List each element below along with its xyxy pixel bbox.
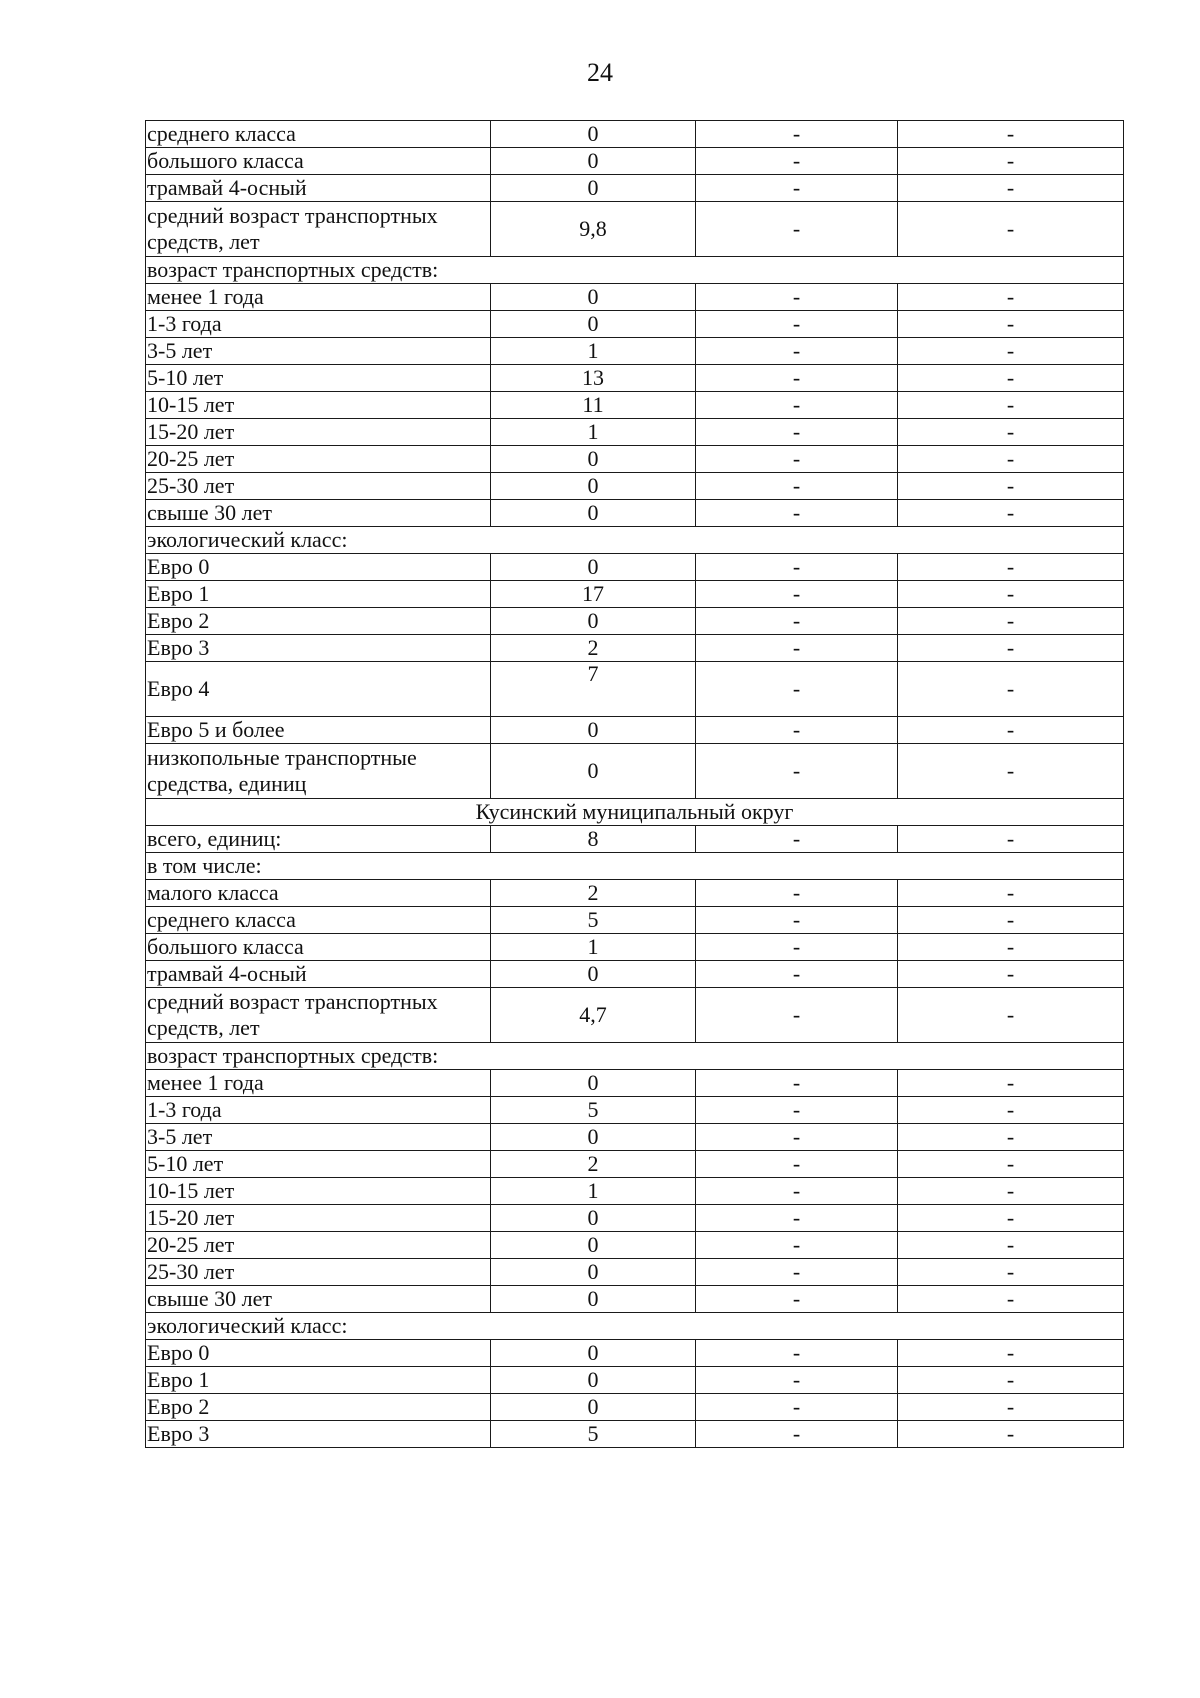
row-label: 25-30 лет [146,1259,491,1286]
row-label: 20-25 лет [146,446,491,473]
row-label: средний возраст транспортных средств, лет [146,202,491,257]
row-col4: - [898,419,1124,446]
row-label: среднего класса [146,907,491,934]
row-label: большого класса [146,148,491,175]
row-value: 4,7 [491,988,696,1043]
row-value: 0 [491,311,696,338]
row-value: 0 [491,744,696,799]
table-row [146,1151,1124,1178]
group-label: в том числе: [146,853,1124,880]
row-col3: - [696,880,898,907]
row-value: 0 [491,284,696,311]
row-col3: - [696,826,898,853]
row-value: 1 [491,338,696,365]
table-row [146,907,1124,934]
row-col3: - [696,1421,898,1448]
row-label: трамвай 4-осный [146,961,491,988]
row-col4: - [898,744,1124,799]
row-label: 3-5 лет [146,1124,491,1151]
table-row [146,1259,1124,1286]
row-col3: - [696,717,898,744]
row-value: 1 [491,934,696,961]
row-label: всего, единиц: [146,826,491,853]
row-col4: - [898,175,1124,202]
group-label-row [146,1043,1124,1070]
row-col4: - [898,1205,1124,1232]
row-label: Евро 4 [146,662,491,717]
row-col3: - [696,1367,898,1394]
row-label: Евро 5 и более [146,717,491,744]
row-col3: - [696,1124,898,1151]
table-row [146,608,1124,635]
row-col3: - [696,1205,898,1232]
row-col4: - [898,1097,1124,1124]
row-value: 0 [491,1367,696,1394]
row-col3: - [696,1394,898,1421]
row-value: 0 [491,1205,696,1232]
row-col4: - [898,121,1124,148]
table-row [146,311,1124,338]
row-col4: - [898,365,1124,392]
table-row [146,175,1124,202]
row-col4: - [898,1421,1124,1448]
row-col3: - [696,1232,898,1259]
row-label: 15-20 лет [146,1205,491,1232]
row-col3: - [696,311,898,338]
table-row [146,1367,1124,1394]
row-col3: - [696,446,898,473]
table-row [146,1286,1124,1313]
row-value: 5 [491,907,696,934]
row-value: 1 [491,419,696,446]
row-col4: - [898,446,1124,473]
row-value: 11 [491,392,696,419]
group-label: экологический класс: [146,527,1124,554]
row-value: 5 [491,1097,696,1124]
row-value: 0 [491,961,696,988]
row-col3: - [696,988,898,1043]
row-col3: - [696,148,898,175]
row-value: 0 [491,148,696,175]
row-col4: - [898,635,1124,662]
row-label: 15-20 лет [146,419,491,446]
table-row [146,392,1124,419]
row-col4: - [898,1367,1124,1394]
table-row [146,1070,1124,1097]
table-row [146,338,1124,365]
row-value: 0 [491,175,696,202]
row-value: 0 [491,1070,696,1097]
row-col3: - [696,1340,898,1367]
row-col3: - [696,1070,898,1097]
row-col4: - [898,581,1124,608]
row-col3: - [696,554,898,581]
row-label: менее 1 года [146,284,491,311]
row-col4: - [898,717,1124,744]
row-col3: - [696,608,898,635]
row-label: Евро 0 [146,554,491,581]
row-col4: - [898,202,1124,257]
table-row [146,121,1124,148]
row-label: среднего класса [146,121,491,148]
group-label-row [146,257,1124,284]
row-value: 0 [491,1232,696,1259]
row-col3: - [696,419,898,446]
table-row [146,284,1124,311]
row-col4: - [898,907,1124,934]
row-value: 0 [491,1286,696,1313]
section-title: Кусинский муниципальный округ [146,799,1124,826]
row-label: 5-10 лет [146,1151,491,1178]
row-col4: - [898,1124,1124,1151]
table-row [146,473,1124,500]
table-row [146,148,1124,175]
row-col3: - [696,1178,898,1205]
row-col4: - [898,662,1124,717]
row-col4: - [898,1340,1124,1367]
page-number: 24 [587,58,613,87]
table-row [146,1232,1124,1259]
row-col3: - [696,1286,898,1313]
table-row [146,419,1124,446]
row-col4: - [898,988,1124,1043]
group-label-row [146,853,1124,880]
row-value: 0 [491,1124,696,1151]
row-value: 13 [491,365,696,392]
table-row [146,1124,1124,1151]
table-row [146,1205,1124,1232]
table-row [146,934,1124,961]
statistics-table [145,120,1124,1448]
row-value: 0 [491,121,696,148]
row-label: 20-25 лет [146,1232,491,1259]
table-row [146,880,1124,907]
row-col4: - [898,961,1124,988]
row-label: 25-30 лет [146,473,491,500]
table-row [146,554,1124,581]
table-row [146,1394,1124,1421]
table-row [146,744,1124,799]
row-col4: - [898,338,1124,365]
row-col3: - [696,907,898,934]
row-value: 1 [491,1178,696,1205]
row-label: Евро 0 [146,1340,491,1367]
row-col4: - [898,1070,1124,1097]
table-row [146,662,1124,717]
row-label: Евро 2 [146,608,491,635]
table-row [146,717,1124,744]
row-col3: - [696,500,898,527]
row-value: 2 [491,880,696,907]
row-col4: - [898,473,1124,500]
row-value: 7 [491,662,696,717]
row-label: низкопольные транспортные средства, единиц [146,744,491,799]
row-col3: - [696,1151,898,1178]
row-label: большого класса [146,934,491,961]
row-value: 0 [491,446,696,473]
row-label: Евро 3 [146,1421,491,1448]
row-label: 3-5 лет [146,338,491,365]
row-value: 8 [491,826,696,853]
row-col4: - [898,1259,1124,1286]
row-value: 0 [491,1259,696,1286]
row-col3: - [696,175,898,202]
row-col3: - [696,1097,898,1124]
row-col3: - [696,934,898,961]
row-col3: - [696,581,898,608]
row-col4: - [898,934,1124,961]
row-col4: - [898,826,1124,853]
group-label-row [146,1313,1124,1340]
row-label: малого класса [146,880,491,907]
table-row [146,1340,1124,1367]
row-value: 9,8 [491,202,696,257]
group-label: экологический класс: [146,1313,1124,1340]
row-col4: - [898,1151,1124,1178]
row-col3: - [696,744,898,799]
row-col3: - [696,338,898,365]
row-col3: - [696,635,898,662]
row-value: 5 [491,1421,696,1448]
row-value: 2 [491,1151,696,1178]
row-label: трамвай 4-осный [146,175,491,202]
row-col3: - [696,121,898,148]
row-label: 1-3 года [146,311,491,338]
table-row [146,1097,1124,1124]
group-label: возраст транспортных средств: [146,1043,1124,1070]
group-label: возраст транспортных средств: [146,257,1124,284]
row-label: свыше 30 лет [146,1286,491,1313]
row-label: 10-15 лет [146,1178,491,1205]
table-row [146,1421,1124,1448]
table-row [146,635,1124,662]
row-col4: - [898,500,1124,527]
table-row [146,826,1124,853]
table-row [146,365,1124,392]
row-col4: - [898,1232,1124,1259]
row-value: 0 [491,473,696,500]
row-col3: - [696,1259,898,1286]
row-label: менее 1 года [146,1070,491,1097]
row-value: 0 [491,554,696,581]
row-col4: - [898,880,1124,907]
row-value: 0 [491,608,696,635]
row-value: 0 [491,717,696,744]
row-value: 2 [491,635,696,662]
row-label: свыше 30 лет [146,500,491,527]
row-col4: - [898,284,1124,311]
row-col3: - [696,202,898,257]
table-row [146,581,1124,608]
row-value: 0 [491,500,696,527]
row-col4: - [898,554,1124,581]
table-row [146,988,1124,1043]
row-label: Евро 1 [146,1367,491,1394]
row-label: Евро 1 [146,581,491,608]
table-body [146,121,1124,1448]
row-col3: - [696,662,898,717]
row-col3: - [696,473,898,500]
row-col3: - [696,365,898,392]
row-col4: - [898,392,1124,419]
table-row [146,500,1124,527]
row-col4: - [898,311,1124,338]
row-label: Евро 2 [146,1394,491,1421]
row-col4: - [898,608,1124,635]
row-label: 1-3 года [146,1097,491,1124]
row-col3: - [696,392,898,419]
row-col4: - [898,148,1124,175]
row-value: 0 [491,1394,696,1421]
row-col4: - [898,1178,1124,1205]
row-value: 0 [491,1340,696,1367]
row-col3: - [696,284,898,311]
row-value: 17 [491,581,696,608]
row-label: средний возраст транспортных средств, лет [146,988,491,1043]
row-label: Евро 3 [146,635,491,662]
row-col4: - [898,1286,1124,1313]
group-label-row [146,527,1124,554]
table-row [146,446,1124,473]
row-col3: - [696,961,898,988]
table-row [146,202,1124,257]
row-label: 5-10 лет [146,365,491,392]
row-col4: - [898,1394,1124,1421]
row-label: 10-15 лет [146,392,491,419]
table-row [146,1178,1124,1205]
table-row [146,961,1124,988]
section-header-row [146,799,1124,826]
